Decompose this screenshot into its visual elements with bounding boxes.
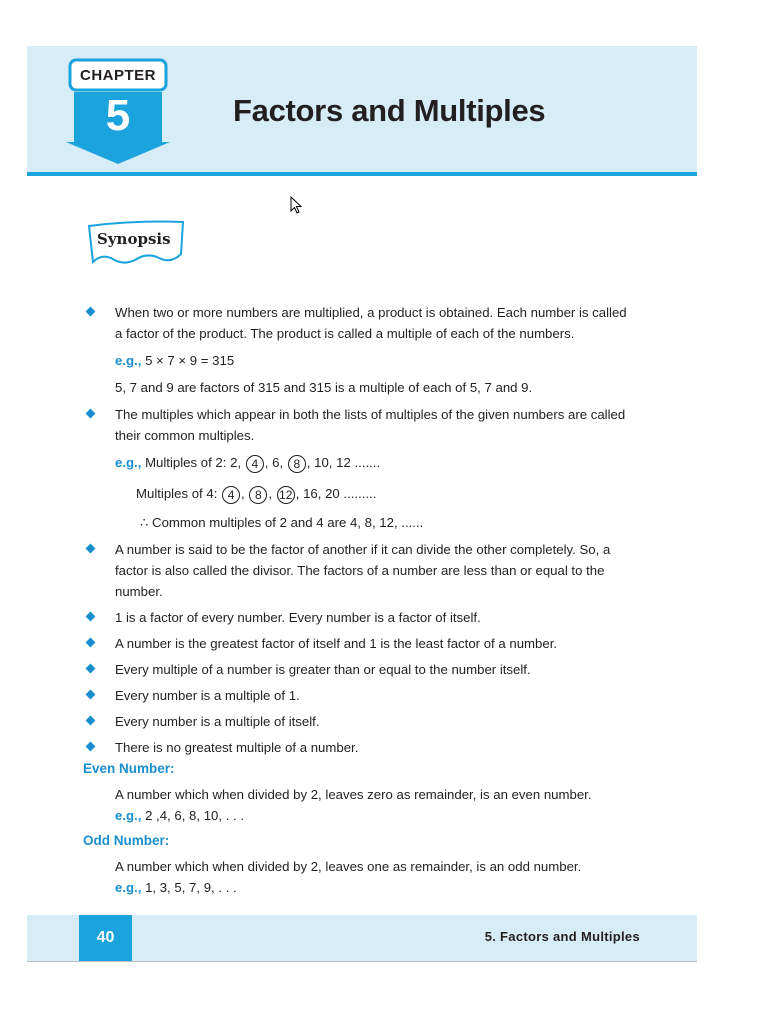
bullet-item: [84, 633, 654, 654]
synopsis-content: [84, 302, 654, 898]
chapter-label: CHAPTER: [79, 67, 156, 84]
example-line: [84, 350, 654, 371]
bullet-text-line: When two or more numbers are multiplied, a product is obtained. Each number is called: [115, 305, 627, 320]
eg-prefix: e.g.,: [115, 880, 142, 895]
synopsis-label: Synopsis: [97, 230, 171, 248]
bullet-item: [84, 737, 654, 758]
bullet-text-line: A number is said to be the factor of another if it can divide the other completely. So, a: [115, 542, 611, 557]
common-multiples-conclusion: ∴ Common multiples of 2 and 4 are 4, 8, 12, ......: [140, 515, 424, 530]
odd-number-example: [84, 877, 654, 898]
multiple-value: 2,: [230, 455, 242, 470]
header-rule: [27, 172, 697, 176]
page-number: 40: [79, 915, 132, 961]
bullet-item: [84, 711, 654, 732]
bullet-diamond-icon: [86, 409, 96, 419]
circled-multiple: 8: [288, 455, 306, 473]
bullet-text-line: There is no greatest multiple of a number.: [115, 740, 359, 755]
bullet-text-line: Every multiple of a number is greater than or equal to the number itself.: [115, 662, 531, 677]
bullet-text-line: 1 is a factor of every number. Every number is a factor of itself.: [115, 610, 481, 625]
example-multiples-of-2: [84, 452, 654, 473]
bullet-text-line: factor is also called the divisor. The factors of a number are less than or equal to the: [115, 563, 605, 578]
eg-text: 1, 3, 5, 7, 9, . . .: [145, 880, 237, 895]
bullet-diamond-icon: [86, 716, 96, 726]
chapter-title: Factors and Multiples: [233, 93, 546, 128]
mouse-cursor-icon: [290, 196, 304, 216]
circled-multiple: 8: [249, 486, 267, 504]
even-number-heading: Even Number:: [83, 761, 175, 776]
separator: ,: [268, 486, 273, 501]
bullet-item: [84, 659, 654, 680]
separator: ,: [306, 455, 311, 470]
bullet-item: [84, 302, 654, 344]
even-number-example: [84, 805, 654, 826]
multiples-label: Multiples of 2:: [145, 455, 227, 470]
circled-multiple: 12: [277, 486, 295, 504]
bullet-item: [84, 685, 654, 706]
bullet-diamond-icon: [86, 307, 96, 317]
footer-rule: [27, 961, 697, 962]
eg-prefix: e.g.,: [115, 808, 142, 823]
eg-prefix: e.g.,: [115, 455, 142, 470]
bullet-text-line: a factor of the product. The product is called a multiple of each of the numbers.: [115, 326, 575, 341]
bullet-item: [84, 607, 654, 628]
bullet-text-line: Every number is a multiple of 1.: [115, 688, 300, 703]
odd-number-heading: Odd Number:: [83, 833, 170, 848]
odd-number-definition: A number which when divided by 2, leaves one as remainder, is an odd number.: [115, 859, 582, 874]
synopsis-tag: [87, 218, 187, 270]
bullet-text-line: The multiples which appear in both the lists of multiples of the given numbers are called: [115, 407, 626, 422]
eg-text: 2 ,4, 6, 8, 10, . . .: [145, 808, 245, 823]
separator: ,: [264, 455, 269, 470]
explanation-line: 5, 7 and 9 are factors of 315 and 315 is a multiple of each of 5, 7 and 9.: [115, 380, 533, 395]
bullet-diamond-icon: [86, 544, 96, 554]
eg-prefix: e.g.,: [115, 353, 142, 368]
bullet-text-line: their common multiples.: [115, 428, 255, 443]
bullet-item: [84, 539, 654, 602]
eg-text: 5 × 7 × 9 = 315: [145, 353, 235, 368]
circled-multiple: 4: [246, 455, 264, 473]
separator: ,: [241, 486, 245, 501]
bullet-diamond-icon: [86, 612, 96, 622]
bullet-text-line: Every number is a multiple of itself.: [115, 714, 320, 729]
circled-multiple: 4: [222, 486, 240, 504]
bullet-diamond-icon: [86, 664, 96, 674]
chapter-badge: [66, 58, 170, 164]
bullet-diamond-icon: [86, 742, 96, 752]
chapter-number: 5: [105, 91, 131, 140]
multiple-value: 6,: [272, 455, 284, 470]
example-multiples-of-4: [84, 483, 654, 504]
multiple-value: 16, 20 .........: [303, 486, 377, 501]
multiple-value: 10,: [314, 455, 333, 470]
bullet-diamond-icon: [86, 638, 96, 648]
bullet-text-line: A number is the greatest factor of itself and 1 is the least factor of a number.: [115, 636, 558, 651]
bullet-diamond-icon: [86, 690, 96, 700]
bullet-text-line: number.: [115, 584, 163, 599]
even-number-definition: A number which when divided by 2, leaves zero as remainder, is an even number.: [115, 787, 592, 802]
footer-chapter-title: 5. Factors and Multiples: [484, 929, 640, 944]
multiples-label: Multiples of 4:: [136, 486, 218, 501]
bullet-item: [84, 404, 654, 446]
separator: ,: [295, 486, 300, 501]
multiple-value: 12 .......: [336, 455, 381, 470]
